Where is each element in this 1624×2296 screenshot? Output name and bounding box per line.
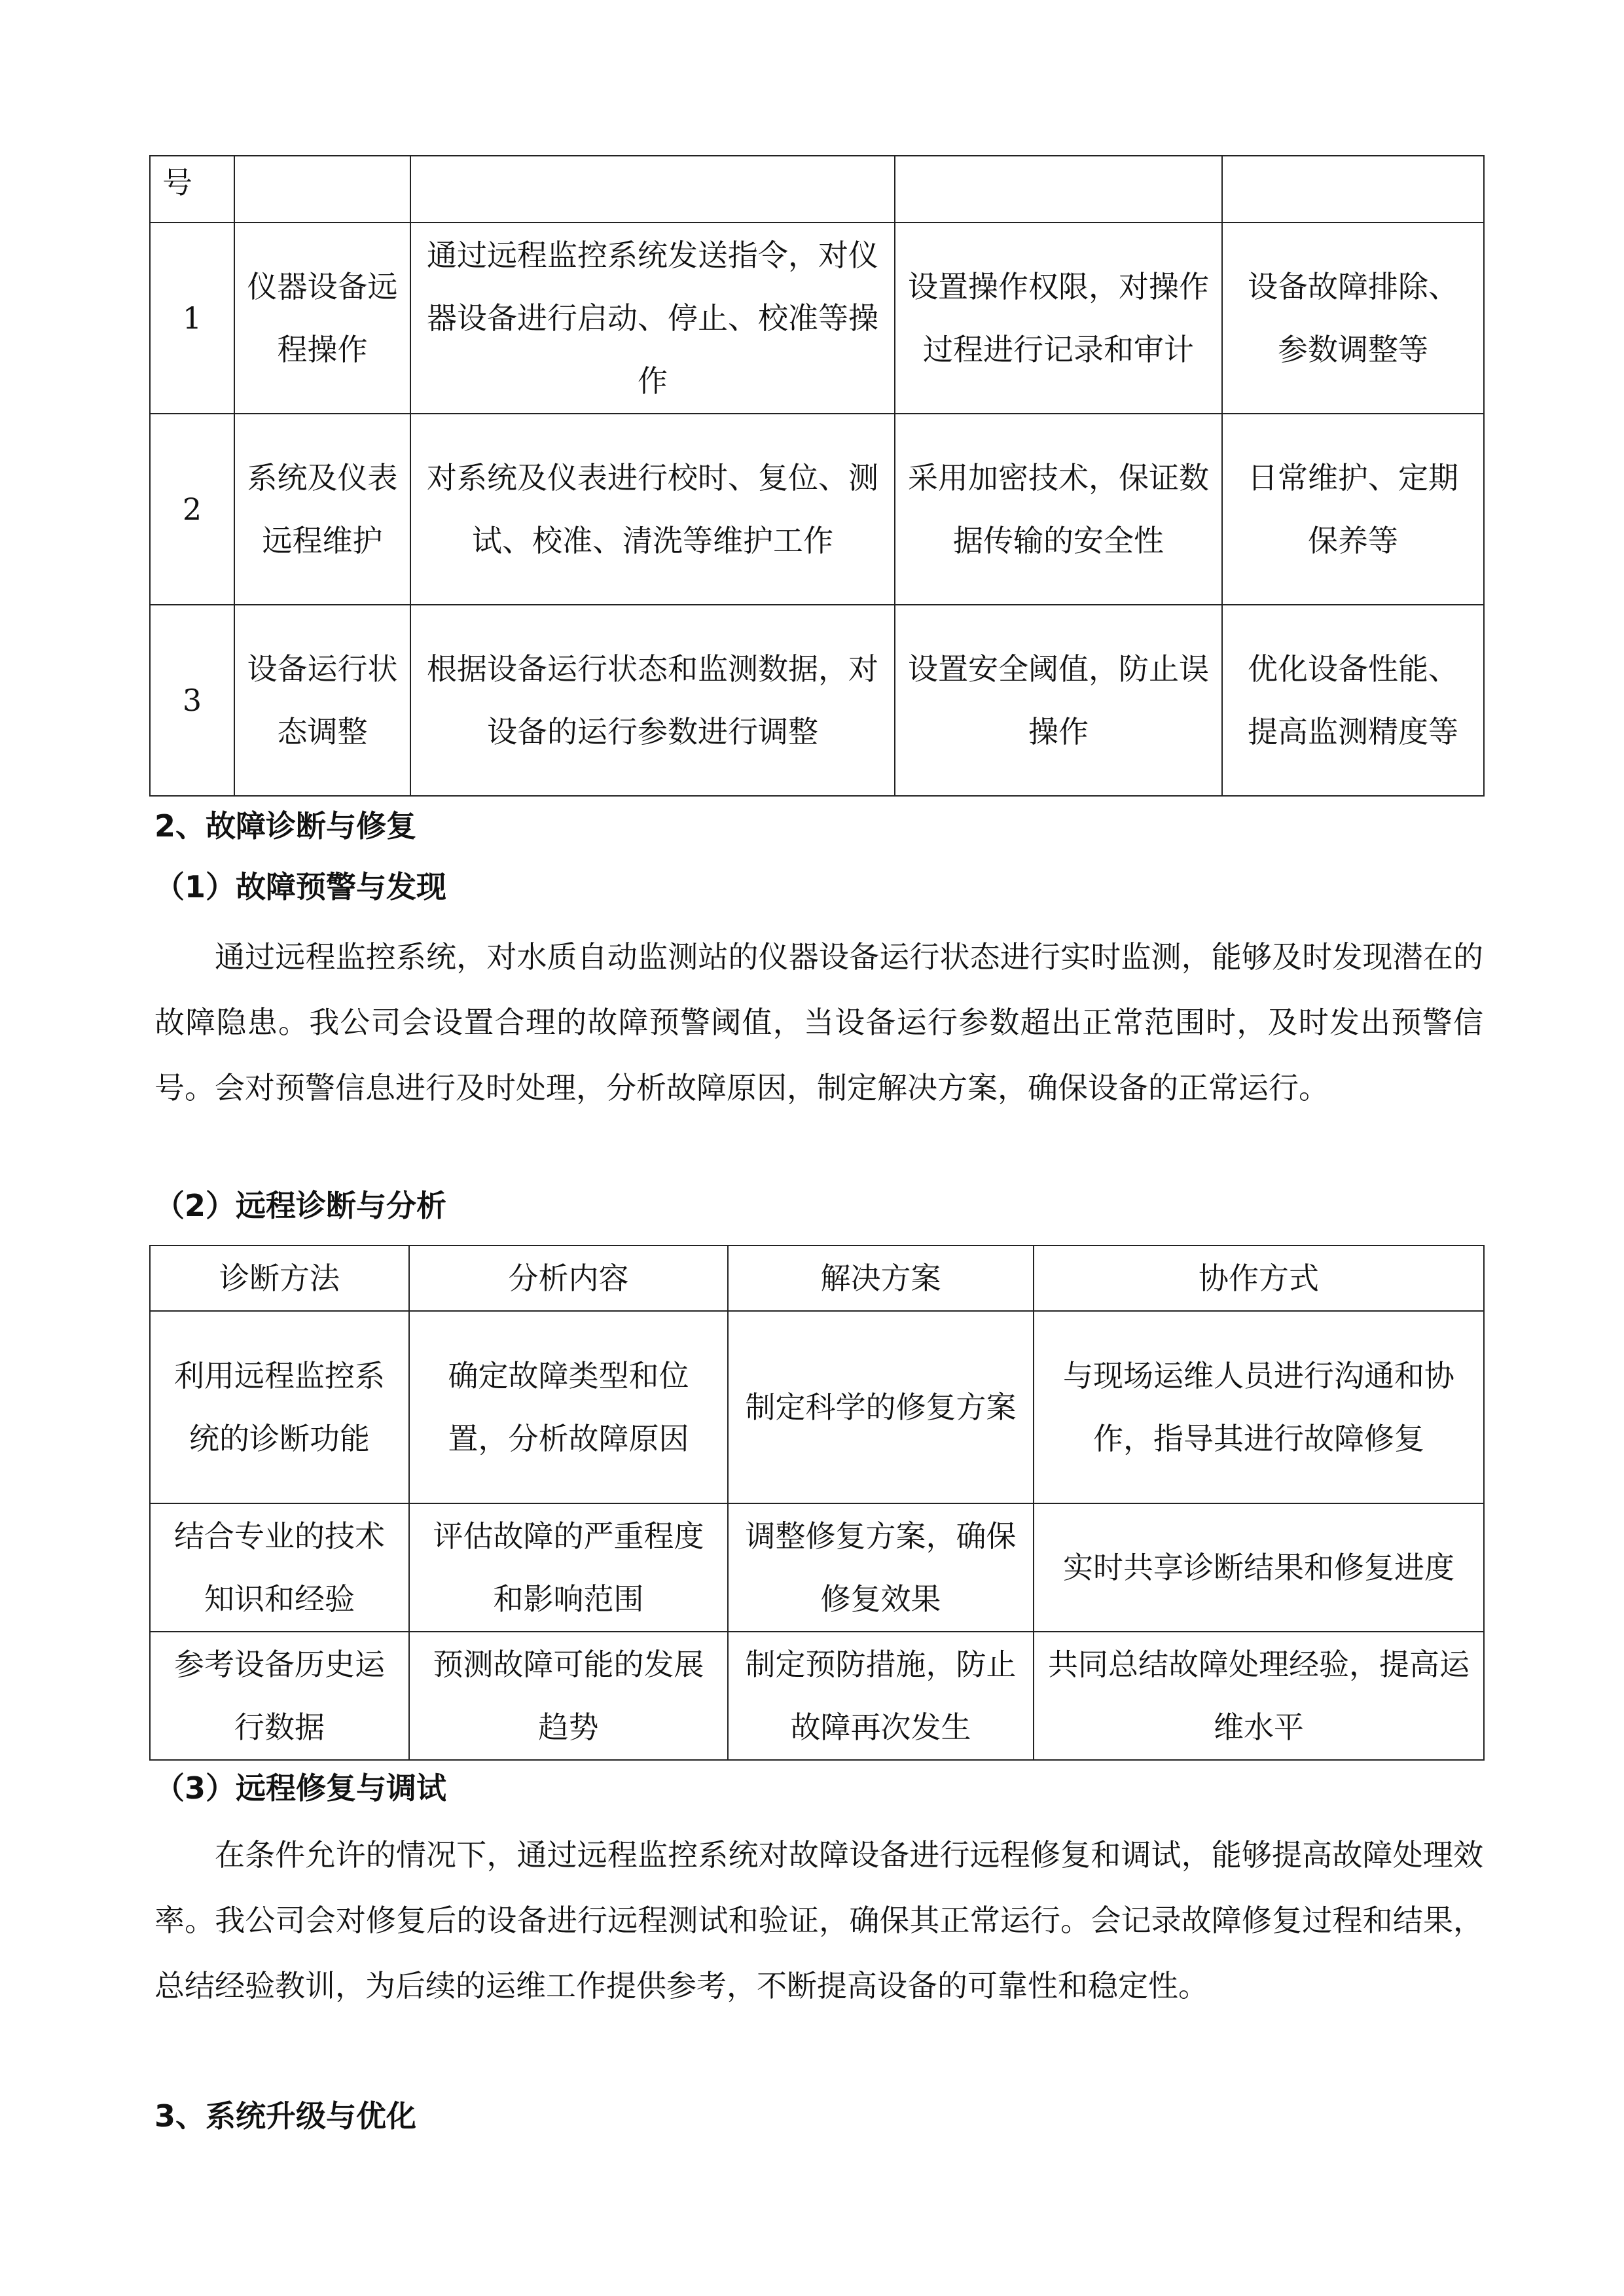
table-cell-no: 2 (150, 414, 234, 605)
table-cell-item: 仪器设备远程操作 (234, 223, 410, 414)
table-cell: 制定预防措施，防止故障再次发生 (728, 1632, 1034, 1760)
subsection-heading: （2）远程诊断与分析 (154, 1188, 447, 1223)
table-header-cell: 协作方式 (1034, 1246, 1484, 1311)
table-cell: 确定故障类型和位置，分析故障原因 (409, 1311, 728, 1503)
table-cell: 参考设备历史运行数据 (150, 1632, 409, 1760)
table-cell-content: 通过远程监控系统发送指令，对仪器设备进行启动、停止、校准等操作 (410, 223, 895, 414)
table-row (150, 605, 1484, 796)
table-cell-purpose: 设备故障排除、参数调整等 (1222, 223, 1484, 414)
table-cell: 号 (150, 156, 234, 223)
table-header-cell: 诊断方法 (150, 1246, 409, 1311)
table-cell: 制定科学的修复方案 (728, 1311, 1034, 1503)
table-cell-item: 设备运行状态调整 (234, 605, 410, 796)
table-header-cell: 分析内容 (409, 1246, 728, 1311)
table-cell (234, 156, 410, 223)
paragraph-remote-repair: 在条件允许的情况下，通过远程监控系统对故障设备进行远程修复和调试，能够提高故障处理效率。我公司会对修复后的设备进行远程测试和验证，确保其正常运行。会记录故障修复过程和结果，总结经验教训，为后续的运维工作提供参考，不断提高设备的可靠性和稳定性。 (154, 1837, 1483, 2003)
table-cell: 共同总结故障处理经验，提高运维水平 (1034, 1632, 1484, 1760)
diagnosis-table (149, 1245, 1485, 1761)
table-cell-security: 设置操作权限，对操作过程进行记录和审计 (895, 223, 1222, 414)
table-header-cell: 解决方案 (728, 1246, 1034, 1311)
table-cell-purpose: 优化设备性能、提高监测精度等 (1222, 605, 1484, 796)
table-cell-security: 设置安全阈值，防止误操作 (895, 605, 1222, 796)
table-cell: 与现场运维人员进行沟通和协作，指导其进行故障修复 (1034, 1311, 1484, 1503)
table-cell: 实时共享诊断结果和修复进度 (1034, 1503, 1484, 1632)
table-row (150, 1632, 1484, 1760)
table-cell: 结合专业的技术知识和经验 (150, 1503, 409, 1632)
table-row (150, 1311, 1484, 1503)
table-cell-no: 1 (150, 223, 234, 414)
section-heading: 3、系统升级与优化 (154, 2098, 417, 2134)
table-cell (1222, 156, 1484, 223)
remote-operation-table (149, 155, 1485, 797)
table-cell-purpose: 日常维护、定期保养等 (1222, 414, 1484, 605)
table-row (150, 156, 1484, 223)
table-row (150, 223, 1484, 414)
table-row (150, 1503, 1484, 1632)
table-cell: 调整修复方案，确保修复效果 (728, 1503, 1034, 1632)
table-cell: 预测故障可能的发展趋势 (409, 1632, 728, 1760)
table-cell (410, 156, 895, 223)
section-heading: 2、故障诊断与修复 (154, 808, 417, 844)
table-row (150, 414, 1484, 605)
table-cell (895, 156, 1222, 223)
table-cell: 评估故障的严重程度和影响范围 (409, 1503, 728, 1632)
table-cell-security: 采用加密技术，保证数据传输的安全性 (895, 414, 1222, 605)
table-cell-content: 对系统及仪表进行校时、复位、测试、校准、清洗等维护工作 (410, 414, 895, 605)
paragraph-fault-warning: 通过远程监控系统，对水质自动监测站的仪器设备运行状态进行实时监测，能够及时发现潜在的故障隐患。我公司会设置合理的故障预警阈值，当设备运行参数超出正常范围时，及时发出预警信号。会对预警信息进行及时处理，分析故障原因，制定解决方案，确保设备的正常运行。 (154, 939, 1483, 1105)
subsection-heading: （1）故障预警与发现 (154, 869, 447, 905)
table-cell-no: 3 (150, 605, 234, 796)
table-header-row (150, 1246, 1484, 1311)
table-cell-content: 根据设备运行状态和监测数据，对设备的运行参数进行调整 (410, 605, 895, 796)
table-cell-item: 系统及仪表远程维护 (234, 414, 410, 605)
subsection-heading: （3）远程修复与调试 (154, 1770, 447, 1806)
table-cell: 利用远程监控系统的诊断功能 (150, 1311, 409, 1503)
